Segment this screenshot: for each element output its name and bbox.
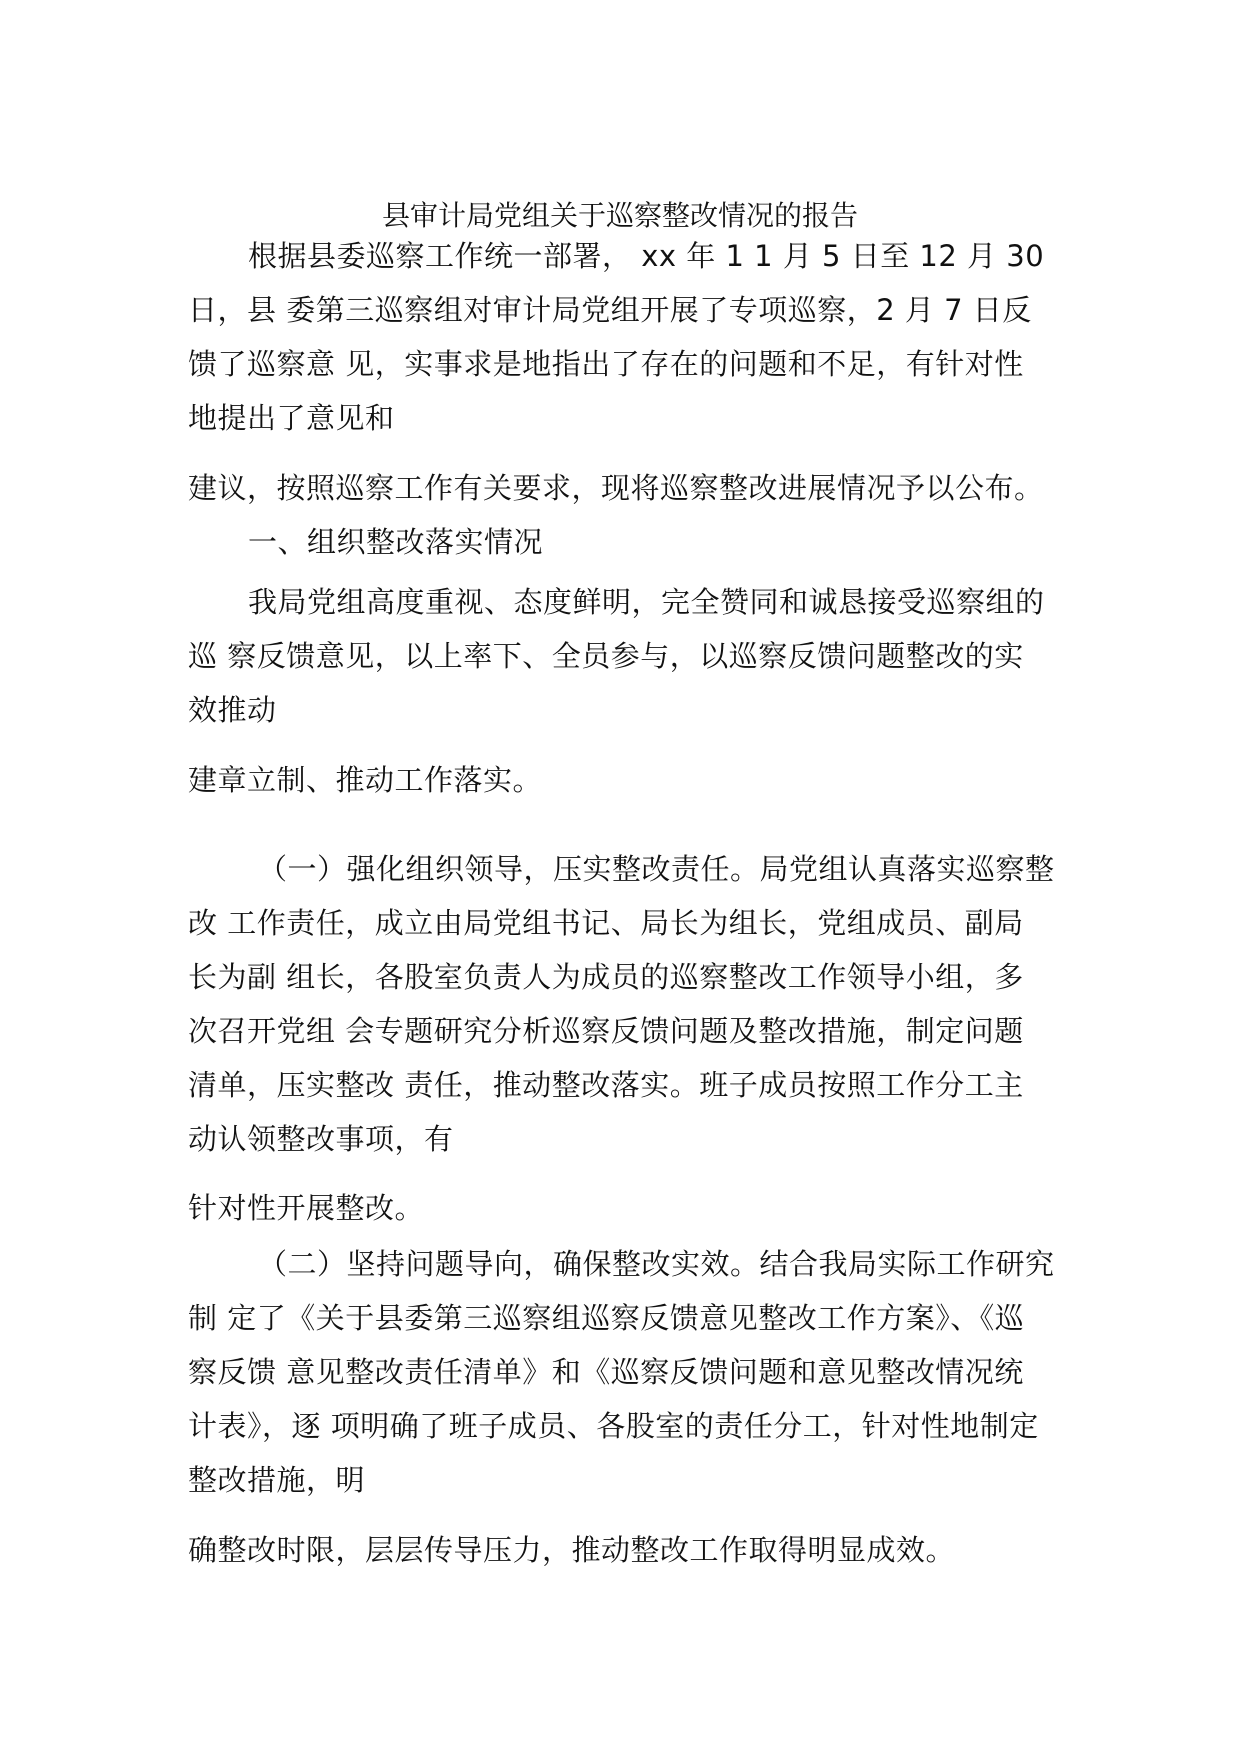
- paragraph-line: 制 定了《关于县委第三巡察组巡察反馈意见整改工作方案》、《巡: [188, 1301, 1025, 1335]
- paragraph-line: 巡 察反馈意见，以上率下、全员参与，以巡察反馈问题整改的实: [188, 639, 1024, 673]
- paragraph-line: 馈了巡察意 见，实事求是地指出了存在的问题和不足，有针对性: [188, 347, 1024, 381]
- paragraph-line: 长为副 组长，各股室负责人为成员的巡察整改工作领导小组，多: [188, 960, 1024, 994]
- paragraph-line: 建章立制、推动工作落实。: [188, 763, 543, 797]
- paragraph-line: 我局党组高度重视、态度鲜明，完全赞同和诚恳接受巡察组的: [248, 585, 1045, 619]
- paragraph-line: 建议，按照巡察工作有关要求，现将巡察整改进展情况予以公布。: [188, 471, 1044, 505]
- paragraph-line: 针对性开展整改。: [188, 1191, 425, 1225]
- paragraph-line: 计表》，逐 项明确了班子成员、各股室的责任分工，针对性地制定: [188, 1409, 1039, 1443]
- subsection-line: （二）坚持问题导向，确保整改实效。结合我局实际工作研究: [258, 1247, 1055, 1281]
- paragraph-line: 察反馈 意见整改责任清单》和《巡察反馈问题和意见整改情况统: [188, 1355, 1024, 1389]
- paragraph-line: 地提出了意见和: [188, 401, 395, 435]
- paragraph-line: 整改措施，明: [188, 1463, 366, 1497]
- paragraph-line: 改 工作责任，成立由局党组书记、局长为组长，党组成员、副局: [188, 906, 1024, 940]
- paragraph-line: 日，县 委第三巡察组对审计局党组开展了专项巡察，2 月 7 日反: [188, 293, 1032, 327]
- paragraph-line: 清单，压实整改 责任，推动整改落实。班子成员按照工作分工主: [188, 1068, 1024, 1102]
- document-title: 县审计局党组关于巡察整改情况的报告: [381, 199, 858, 232]
- paragraph-line: 根据县委巡察工作统一部署， xx 年 1 1 月 5 日至 12 月 30: [248, 239, 1045, 273]
- paragraph-line: 动认领整改事项，有: [188, 1122, 454, 1156]
- subsection-line: （一）强化组织领导，压实整改责任。局党组认真落实巡察整: [258, 852, 1055, 886]
- paragraph-line: 确整改时限，层层传导压力，推动整改工作取得明显成效。: [188, 1533, 956, 1567]
- section-heading: 一、组织整改落实情况: [248, 525, 544, 559]
- paragraph-line: 次召开党组 会专题研究分析巡察反馈问题及整改措施，制定问题: [188, 1014, 1024, 1048]
- paragraph-line: 效推动: [188, 693, 277, 727]
